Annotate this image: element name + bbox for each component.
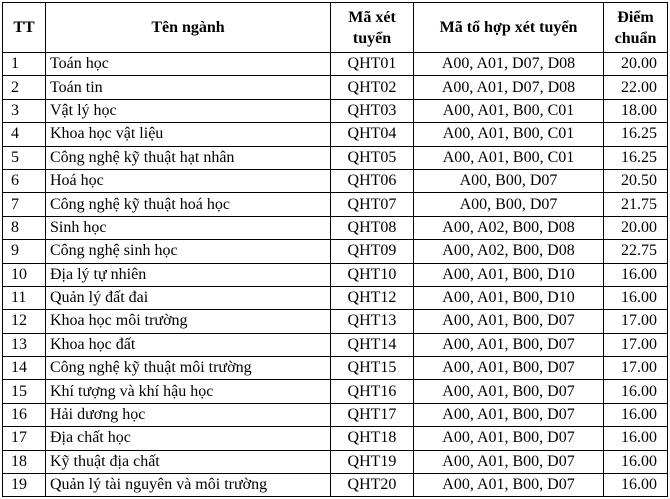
cell-name: Hải dương học (46, 403, 331, 426)
cell-combo: A00, A01, B00, D07 (414, 403, 604, 426)
cell-code: QHT01 (331, 53, 414, 76)
cell-code: QHT09 (331, 240, 414, 263)
cell-tt: 11 (3, 286, 46, 309)
table-row (3, 53, 668, 76)
cell-tt: 6 (3, 169, 46, 192)
cell-tt: 5 (3, 146, 46, 169)
cell-combo: A00, A01, B00, D10 (414, 286, 604, 309)
table-row (3, 146, 668, 169)
cell-score: 16.00 (604, 427, 668, 450)
cell-score: 18.00 (604, 99, 668, 122)
cell-tt: 7 (3, 193, 46, 216)
cell-tt: 4 (3, 123, 46, 146)
cell-combo: A00, A01, B00, D07 (414, 427, 604, 450)
table-row (3, 263, 668, 286)
admission-scores-table (2, 2, 668, 497)
cell-name: Công nghệ kỹ thuật hoá học (46, 193, 331, 216)
cell-combo: A00, B00, D07 (414, 169, 604, 192)
cell-name: Địa chất học (46, 427, 331, 450)
table-row (3, 310, 668, 333)
cell-tt: 13 (3, 333, 46, 356)
cell-code: QHT12 (331, 286, 414, 309)
cell-score: 16.00 (604, 474, 668, 497)
cell-name: Khoa học vật liệu (46, 123, 331, 146)
cell-name: Khoa học đất (46, 333, 331, 356)
cell-name: Khoa học môi trường (46, 310, 331, 333)
cell-name: Vật lý học (46, 99, 331, 122)
cell-tt: 15 (3, 380, 46, 403)
header-name: Tên ngành (46, 3, 331, 53)
cell-score: 17.00 (604, 333, 668, 356)
cell-combo: A00, A01, B00, C01 (414, 99, 604, 122)
cell-code: QHT17 (331, 403, 414, 426)
cell-score: 16.00 (604, 450, 668, 473)
cell-code: QHT03 (331, 99, 414, 122)
table-row (3, 216, 668, 239)
cell-code: QHT05 (331, 146, 414, 169)
table-row (3, 450, 668, 473)
header-row (3, 3, 668, 53)
cell-score: 21.75 (604, 193, 668, 216)
cell-combo: A00, A01, B00, D07 (414, 310, 604, 333)
cell-name: Kỹ thuật địa chất (46, 450, 331, 473)
cell-name: Hoá học (46, 169, 331, 192)
cell-combo: A00, A01, B00, C01 (414, 123, 604, 146)
cell-code: QHT19 (331, 450, 414, 473)
cell-score: 22.75 (604, 240, 668, 263)
cell-code: QHT13 (331, 310, 414, 333)
cell-code: QHT08 (331, 216, 414, 239)
cell-tt: 3 (3, 99, 46, 122)
cell-code: QHT15 (331, 357, 414, 380)
cell-score: 16.00 (604, 403, 668, 426)
table-row (3, 357, 668, 380)
cell-combo: A00, A01, B00, D07 (414, 474, 604, 497)
cell-score: 20.50 (604, 169, 668, 192)
cell-tt: 19 (3, 474, 46, 497)
cell-name: Công nghệ sinh học (46, 240, 331, 263)
cell-tt: 8 (3, 216, 46, 239)
cell-score: 20.00 (604, 216, 668, 239)
cell-combo: A00, A02, B00, D08 (414, 216, 604, 239)
table-row (3, 123, 668, 146)
cell-name: Sinh học (46, 216, 331, 239)
cell-name: Khí tượng và khí hậu học (46, 380, 331, 403)
cell-score: 16.25 (604, 146, 668, 169)
cell-combo: A00, A01, B00, D07 (414, 333, 604, 356)
cell-code: QHT18 (331, 427, 414, 450)
cell-tt: 16 (3, 403, 46, 426)
cell-name: Công nghệ kỹ thuật môi trường (46, 357, 331, 380)
table-row (3, 474, 668, 497)
table-row (3, 99, 668, 122)
cell-name: Quản lý tài nguyên và môi trường (46, 474, 331, 497)
cell-code: QHT20 (331, 474, 414, 497)
cell-name: Toán học (46, 53, 331, 76)
table-row (3, 76, 668, 99)
cell-score: 22.00 (604, 76, 668, 99)
cell-code: QHT07 (331, 193, 414, 216)
table-row (3, 286, 668, 309)
cell-name: Quản lý đất đai (46, 286, 331, 309)
cell-combo: A00, A01, B00, D07 (414, 450, 604, 473)
cell-score: 16.00 (604, 263, 668, 286)
cell-code: QHT06 (331, 169, 414, 192)
table-row (3, 333, 668, 356)
header-score: Điểm chuẩn (604, 3, 668, 53)
cell-score: 16.00 (604, 380, 668, 403)
cell-code: QHT02 (331, 76, 414, 99)
cell-code: QHT14 (331, 333, 414, 356)
table-row (3, 403, 668, 426)
cell-code: QHT10 (331, 263, 414, 286)
table-row (3, 169, 668, 192)
cell-tt: 12 (3, 310, 46, 333)
header-code: Mã xét tuyển (331, 3, 414, 53)
cell-tt: 17 (3, 427, 46, 450)
cell-score: 20.00 (604, 53, 668, 76)
cell-combo: A00, A01, B00, D07 (414, 380, 604, 403)
cell-score: 16.25 (604, 123, 668, 146)
cell-combo: A00, A02, B00, D08 (414, 240, 604, 263)
table-row (3, 427, 668, 450)
cell-combo: A00, A01, D07, D08 (414, 76, 604, 99)
cell-combo: A00, B00, D07 (414, 193, 604, 216)
cell-score: 17.00 (604, 310, 668, 333)
cell-tt: 1 (3, 53, 46, 76)
cell-name: Địa lý tự nhiên (46, 263, 331, 286)
cell-combo: A00, A01, B00, D10 (414, 263, 604, 286)
table-row (3, 380, 668, 403)
cell-combo: A00, A01, B00, D07 (414, 357, 604, 380)
cell-name: Công nghệ kỹ thuật hạt nhân (46, 146, 331, 169)
cell-combo: A00, A01, B00, C01 (414, 146, 604, 169)
header-combo: Mã tổ hợp xét tuyển (414, 3, 604, 53)
cell-name: Toán tin (46, 76, 331, 99)
cell-tt: 9 (3, 240, 46, 263)
cell-tt: 18 (3, 450, 46, 473)
cell-code: QHT16 (331, 380, 414, 403)
cell-score: 17.00 (604, 357, 668, 380)
cell-tt: 14 (3, 357, 46, 380)
header-tt: TT (3, 3, 46, 53)
cell-tt: 10 (3, 263, 46, 286)
cell-score: 16.00 (604, 286, 668, 309)
table-row (3, 240, 668, 263)
cell-code: QHT04 (331, 123, 414, 146)
cell-tt: 2 (3, 76, 46, 99)
table-row (3, 193, 668, 216)
cell-combo: A00, A01, D07, D08 (414, 53, 604, 76)
